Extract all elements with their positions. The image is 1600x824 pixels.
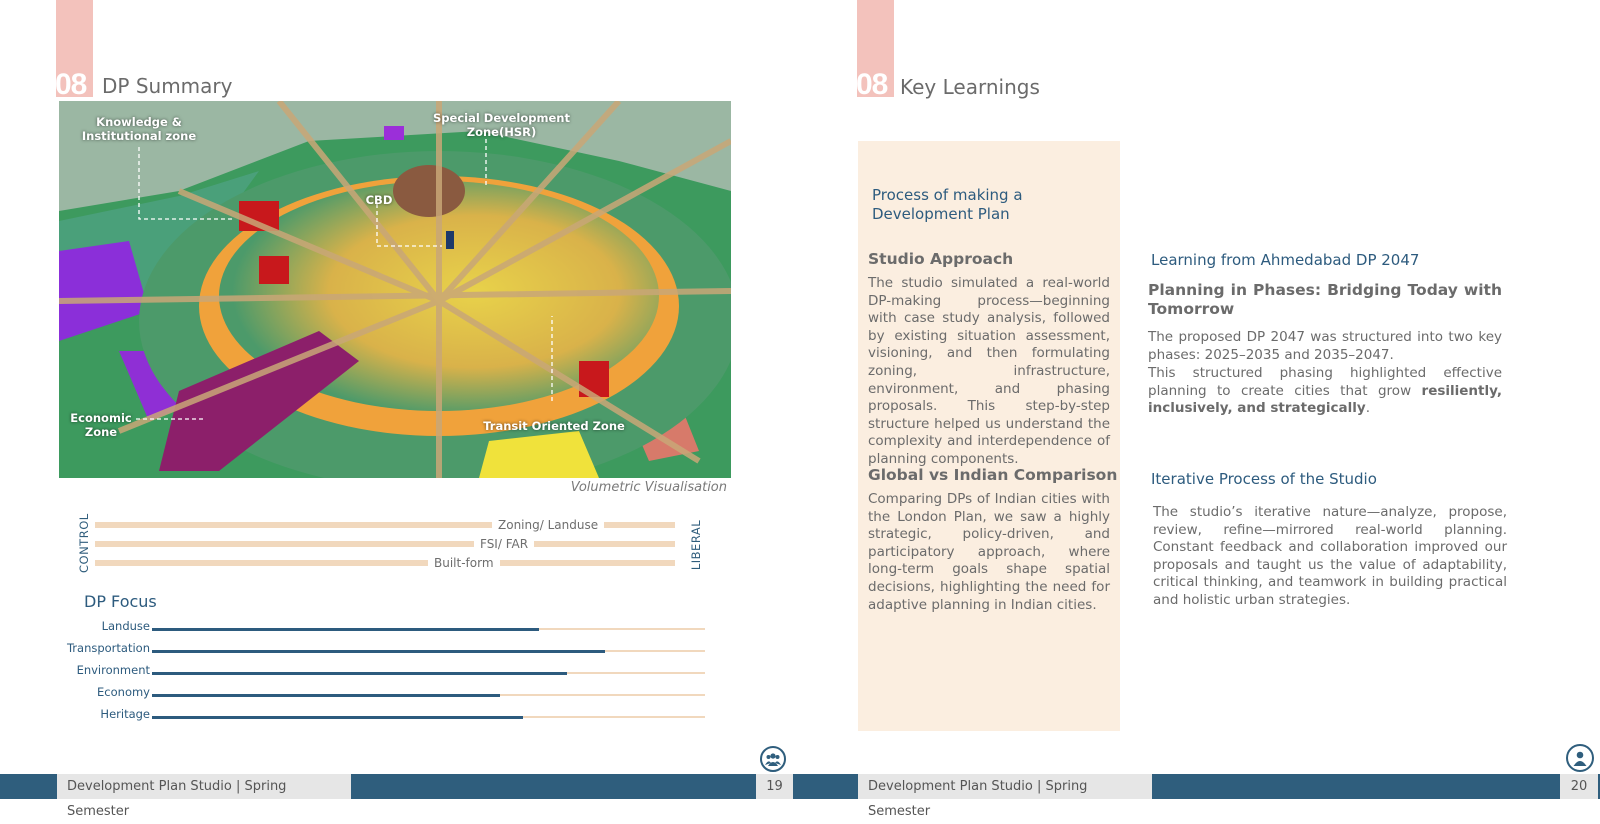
dp-focus-label: Transportation xyxy=(66,641,150,655)
dp-focus-track xyxy=(152,650,705,652)
map-label-economic-zone: Economic Zone xyxy=(70,411,132,439)
scale-left-label: CONTROL xyxy=(77,513,91,573)
phases-heading: Planning in Phases: Bridging Today with Tomorrow xyxy=(1148,281,1502,318)
footer-title-left: Development Plan Studio | Spring Semester xyxy=(57,774,351,799)
map-caption: Volumetric Visualisation xyxy=(570,480,727,495)
section-number: 08 xyxy=(55,68,87,101)
scale-row-zoning: Zoning/ Landuse xyxy=(492,518,604,532)
dp-focus-fill xyxy=(152,672,567,675)
dp-focus-row xyxy=(0,707,710,721)
dp-focus-track xyxy=(152,694,705,696)
dp-focus-label: Landuse xyxy=(101,619,150,633)
scale-row-fsi: FSI/ FAR xyxy=(474,537,534,551)
dp-focus-fill xyxy=(152,694,500,697)
scale-bar-builtform xyxy=(95,560,675,566)
dp-focus-row xyxy=(0,619,710,633)
phases-text-2a: This structured phasing highlighted effective planning to create cities that grow xyxy=(1148,365,1502,399)
scale-row-builtform: Built-form xyxy=(428,556,500,570)
iterative-text: The studio’s iterative nature—analyze, propose, review, refine—mirrored real-world planning. Constant feedback and collaboration improved our proposals and taught us the value of adaptability, critical thinking, and teamwork in building practical and holistic urban strategies. xyxy=(1153,504,1507,608)
map-label-special-zone: Special Development Zone(HSR) xyxy=(433,111,570,139)
dp-focus-row xyxy=(0,685,710,699)
page-number-left: 19 xyxy=(756,774,793,799)
dp-focus-track xyxy=(152,716,705,718)
dp-focus-track xyxy=(152,628,705,630)
page-title: DP Summary xyxy=(102,74,233,98)
phases-text-2 xyxy=(1148,365,1502,418)
dp-focus-label: Environment xyxy=(76,663,150,677)
phases-text-2c: . xyxy=(1365,400,1371,417)
map-label-knowledge-zone: Knowledge & Institutional zone xyxy=(81,115,197,143)
scale-right-label: LIBERAL xyxy=(689,519,703,571)
dp-focus-row xyxy=(0,663,710,677)
dp-focus-fill xyxy=(152,628,539,631)
person-icon xyxy=(1566,744,1594,772)
global-comparison-heading: Global vs Indian Comparison xyxy=(868,466,1118,484)
process-heading: Process of making a Development Plan xyxy=(872,186,1023,223)
studio-approach-text: The studio simulated a real-world DP-making process—beginning with case study analysis, followed by existing situation assessment, visioning, and then formulating zoning, infrastructure, environment, and phasing proposals. This step-by-step structure helped us understand the complexity and interdependence of planning components. xyxy=(868,275,1110,467)
map-label-cbd: CBD xyxy=(365,193,393,207)
people-group-icon xyxy=(760,746,786,772)
scale-bar-fsi xyxy=(95,541,675,547)
dp-focus-label: Heritage xyxy=(100,707,150,721)
dp-focus-fill xyxy=(152,650,605,653)
section-number-right: 08 xyxy=(856,68,888,101)
footer-title-right: Development Plan Studio | Spring Semester xyxy=(858,774,1152,799)
global-comparison-text: Comparing DPs of Indian cities with the London Plan, we saw a highly strategic, policy-driven, and participatory approach, where long-term goals shape spatial decisions, highlighting the need for adaptive planning in Indian cities. xyxy=(868,491,1110,613)
dp-focus-label: Economy xyxy=(97,685,150,699)
dp-focus-track xyxy=(152,672,705,674)
phases-text-1: The proposed DP 2047 was structured into two key phases: 2025–2035 and 2035–2047. xyxy=(1148,329,1502,363)
page-number-right: 20 xyxy=(1560,774,1598,799)
iterative-heading: Iterative Process of the Studio xyxy=(1151,470,1377,488)
dp-focus-row xyxy=(0,641,710,655)
dp-focus-title: DP Focus xyxy=(84,592,157,611)
volumetric-map-image xyxy=(59,101,731,478)
page-title-right: Key Learnings xyxy=(900,75,1040,99)
phases-text-2b: resiliently, inclusively, and strategically xyxy=(1148,382,1502,417)
map-label-transit-zone: Transit Oriented Zone xyxy=(483,419,625,433)
dp-focus-fill xyxy=(152,716,523,719)
ahmedabad-heading: Learning from Ahmedabad DP 2047 xyxy=(1151,251,1420,269)
studio-approach-heading: Studio Approach xyxy=(868,250,1014,268)
